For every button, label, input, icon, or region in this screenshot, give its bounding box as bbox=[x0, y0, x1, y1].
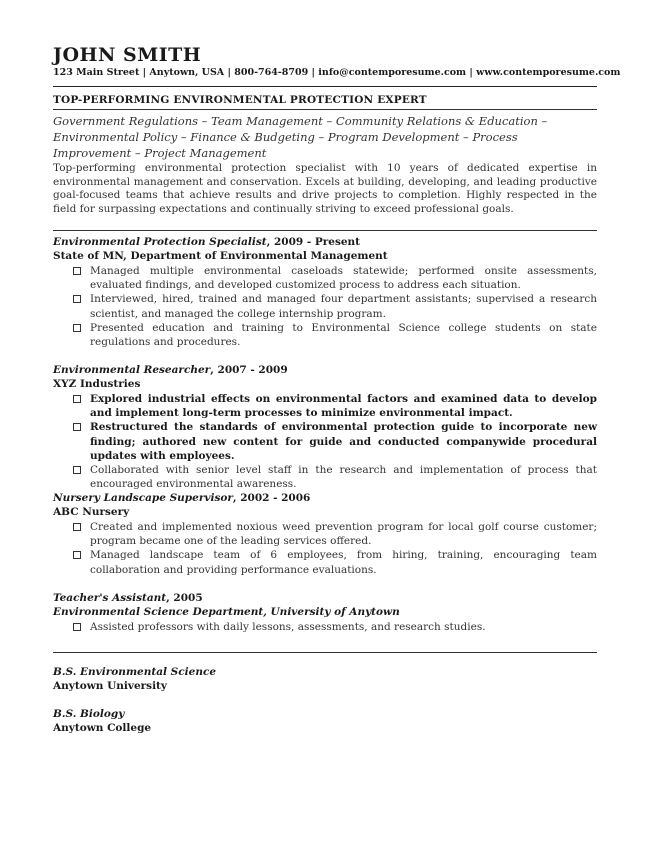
job-title-line bbox=[53, 591, 597, 605]
job-entry bbox=[53, 491, 597, 577]
duty-item: Assisted professors with daily lessons, assessments, and research studies. bbox=[53, 620, 597, 634]
job-title: Environmental Protection Specialist bbox=[53, 236, 267, 248]
job-entry bbox=[53, 591, 597, 634]
duty-item: Managed landscape team of 6 employees, from hiring, training, encouraging team collaboration and providing performance evaluations. bbox=[53, 548, 597, 576]
duty-item: Presented education and training to Environmental Science college students on state regulations and procedures. bbox=[53, 321, 597, 349]
job-duties bbox=[53, 520, 597, 577]
employer-name: ABC Nursery bbox=[53, 506, 130, 518]
job-dates: , 2007 - 2009 bbox=[210, 364, 288, 376]
duty-item: Interviewed, hired, trained and managed four department assistants; supervised a research scientist, and managed the college internship program. bbox=[53, 292, 597, 320]
checkbox-bullet-icon bbox=[73, 466, 81, 474]
job-dates: , 2009 - Present bbox=[266, 236, 361, 248]
degree-name: B.S. Environmental Science bbox=[53, 666, 217, 678]
duty-item: Explored industrial effects on environmental factors and examined data to develop and implement long-term processes to minimize environmental impact. bbox=[53, 392, 597, 420]
employer-name: State of MN, Department of Environmental Management bbox=[53, 250, 388, 262]
checkbox-bullet-icon bbox=[73, 623, 81, 631]
job-entry bbox=[53, 363, 597, 491]
summary-divider bbox=[53, 230, 597, 231]
school-name: Anytown University bbox=[53, 680, 168, 692]
job-entry bbox=[53, 235, 597, 349]
job-title-line bbox=[53, 235, 597, 249]
checkbox-bullet-icon bbox=[73, 423, 81, 431]
employer-name: XYZ Industries bbox=[53, 378, 141, 390]
duty-item: Restructured the standards of environmental protection guide to incorporate new finding; authored new content for guide and conducted companywide procedural updates with employees. bbox=[53, 420, 597, 463]
job-duties bbox=[53, 392, 597, 491]
employer-name: Environmental Science Department, University of Anytown bbox=[53, 606, 400, 618]
job-title: Environmental Researcher bbox=[53, 364, 211, 376]
degree-name: B.S. Biology bbox=[53, 708, 125, 720]
job-title: Teacher's Assistant bbox=[53, 592, 167, 604]
job-duties bbox=[53, 620, 597, 634]
education-divider bbox=[53, 652, 597, 653]
job-title: Nursery Landscape Supervisor bbox=[53, 492, 233, 504]
professional-headline: TOP-PERFORMING ENVIRONMENTAL PROTECTION EXPERT bbox=[53, 94, 427, 106]
job-duties bbox=[53, 264, 597, 349]
header-divider bbox=[53, 86, 597, 87]
checkbox-bullet-icon bbox=[73, 295, 81, 303]
duty-item: Managed multiple environmental caseloads statewide; performed onsite assessments, evaluated findings, and developed customized process to address each situation. bbox=[53, 264, 597, 292]
duty-item: Created and implemented noxious weed prevention program for local golf course customer; program became one of the leading services offered. bbox=[53, 520, 597, 548]
contact-line: 123 Main Street | Anytown, USA | 800-764-8709 | info@contemporesume.com | www.contemporesume.com bbox=[53, 67, 621, 78]
checkbox-bullet-icon bbox=[73, 267, 81, 275]
school-name: Anytown College bbox=[53, 722, 152, 734]
checkbox-bullet-icon bbox=[73, 551, 81, 559]
candidate-name: JOHN SMITH bbox=[53, 44, 202, 66]
checkbox-bullet-icon bbox=[73, 523, 81, 531]
job-title-line bbox=[53, 491, 597, 505]
skills-list: Government Regulations – Team Management – Community Relations & Education – Environmental Policy – Finance & Budgeting – Program Development – Process Improvement – Project Management bbox=[53, 114, 548, 160]
job-dates: , 2002 - 2006 bbox=[232, 492, 311, 504]
headline-divider bbox=[53, 109, 597, 110]
checkbox-bullet-icon bbox=[73, 324, 81, 332]
duty-item: Collaborated with senior level staff in the research and implementation of process that encouraged environmental awareness. bbox=[53, 463, 597, 491]
education-entry bbox=[53, 707, 151, 735]
job-title-line bbox=[53, 363, 597, 377]
job-dates: , 2005 bbox=[166, 592, 203, 604]
checkbox-bullet-icon bbox=[73, 395, 81, 403]
education-entry bbox=[53, 665, 216, 693]
professional-summary: Top-performing environmental protection specialist with 10 years of dedicated expertise in environmental management and conservation. Excels at building, developing, and leading productive goal-focused teams that achieve results and drive projects to completion. Highly respected in the field for surpassing expectations and continually striving to exceed professional goals. bbox=[53, 162, 597, 215]
